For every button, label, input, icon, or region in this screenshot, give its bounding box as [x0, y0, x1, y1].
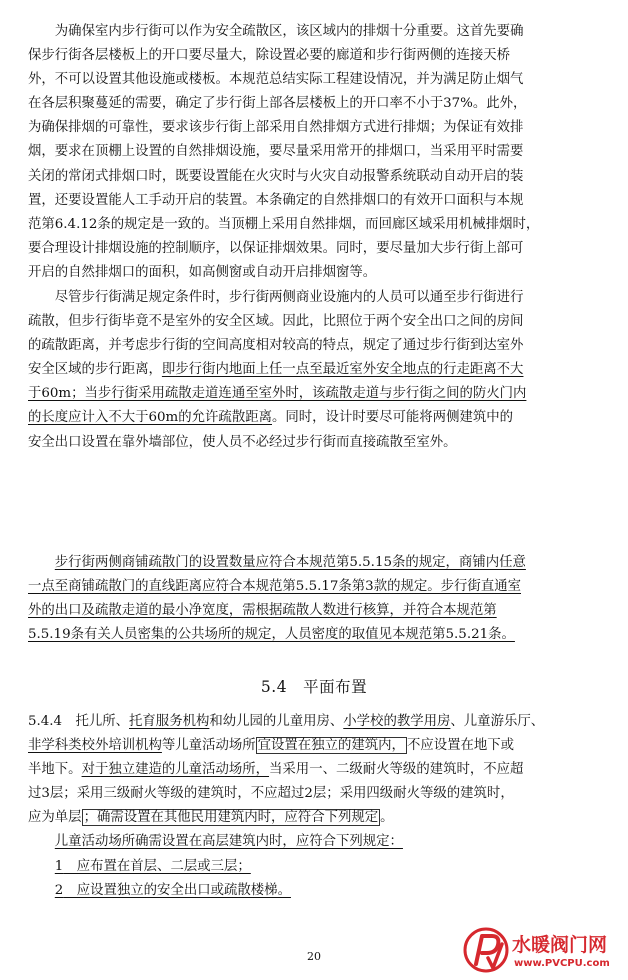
text-span: 安全区域的步行距离，	[28, 362, 162, 378]
paragraph-shop-exits	[28, 551, 604, 647]
paragraph-evacuation-distance	[28, 286, 604, 455]
underlined-text: 托育服务机构	[129, 714, 210, 729]
text-span: 当采用一、二级耐火等级的建筑时，不应超	[269, 762, 524, 778]
underlined-text: 儿童活动场所确需设置在高层建筑内时，应符合下列规定：	[54, 834, 403, 850]
clause-5-4-4	[28, 710, 604, 903]
text-span: 、儿童游乐厅、	[450, 714, 545, 729]
section-title: 5.4 平面布置	[260, 678, 368, 696]
underlined-text: 即步行街内地面上任一点至最近室外安全地点的行走距离不大	[161, 362, 524, 378]
text-line: 置，还要设置能人工手动开启的装置。本条确定的自然排烟口的有效开口面积与本规	[28, 192, 524, 208]
text-span: 。同时，设计时要尽可能将两侧建筑中的	[272, 410, 514, 426]
underlined-text: 外的出口及疏散走道的最小净宽度，需根据疏散人数进行核算，并符合本规范第	[28, 603, 497, 619]
watermark-en-text: www.PVCPU.com	[514, 958, 610, 969]
text-line	[28, 806, 604, 830]
text-line: 外，不可以设置其他设施或楼板。本规范总结实际工程建设情况，并为满足防止烟气	[28, 72, 524, 88]
text-span: 不应设置在地下或	[406, 738, 515, 754]
underlined-text: 5.5.19条有关人员密集的公共场所的规定，人员密度的取值见本规范第5.5.21条。	[28, 627, 515, 643]
underlined-text: 的长度应计入不大于60m的允许疏散距离	[28, 410, 272, 426]
text-span: 等儿童活动场所	[161, 738, 256, 754]
watermark-cn-text: 水暖阀门网	[512, 934, 608, 956]
text-span: 5.4.4 托儿所、	[28, 714, 130, 729]
text-line: 保步行街各层楼板上的开口要尽量大，除设置必要的廊道和步行街两侧的连接天桥	[28, 48, 511, 64]
text-span: 。	[380, 810, 394, 826]
text-line: 要合理设计排烟设施的控制顺序，以保证排烟效果。同时，要尽量加大步行街上部可	[28, 240, 524, 256]
text-line	[28, 734, 604, 758]
text-line	[28, 406, 604, 430]
watermark-logo	[462, 924, 628, 980]
text-line: 尽管步行街满足规定条件时，步行街两侧商业设施内的人员可以通至步行街进行	[54, 290, 524, 305]
underlined-text: 对于独立建造的儿童活动场所，	[81, 762, 270, 778]
underlined-text: 于60m；当步行街采用疏散走道连通至室外时，该疏散走道与步行街之间的防火门内	[28, 386, 527, 402]
pv-logo-icon	[462, 924, 510, 980]
boxed-text: 宜设置在独立的建筑内，	[257, 738, 405, 754]
text-span: 应为单层	[28, 810, 82, 826]
text-line: 关闭的常闭式排烟口时，既要设置能在火灾时与火灾自动报警系统联动自动开启的装	[28, 168, 524, 184]
underlined-text: 应设置独立的安全出口或疏散楼梯。	[63, 882, 291, 898]
text-line: 疏散，但步行街毕竟不是室外的安全区域。因此，比照位于两个安全出口之间的房间	[28, 314, 524, 330]
list-number: 2	[54, 882, 64, 898]
list-item	[28, 879, 604, 903]
text-line: 范第6.4.12条的规定是一致的。当顶棚上采用自然排烟，而回廊区域采用机械排烟时，	[28, 216, 540, 232]
list-number: 1	[54, 858, 64, 874]
text-line: 的疏散距离，并考虑步行街的空间高度相对较高的特点，规定了通过步行街到达室外	[28, 338, 524, 354]
paragraph-smoke-exhaust	[28, 20, 604, 285]
text-line: 过3层；采用三级耐火等级的建筑时，不应超过2层；采用四级耐火等级的建筑时，	[28, 786, 514, 802]
text-line	[28, 358, 604, 382]
text-line: 在各层积聚蔓延的需要，确定了步行街上部各层楼板上的开口率不小于37%。此外，	[28, 96, 527, 112]
underlined-text: 应布置在首层、二层或三层；	[63, 858, 251, 874]
text-span: 和幼儿园的儿童用房、	[209, 714, 344, 729]
text-line: 为确保排烟的可靠性，要求该步行街上部采用自然排烟方式进行排烟；为保证有效排	[28, 120, 524, 136]
text-line	[28, 710, 604, 734]
page-number: 20	[307, 950, 321, 963]
underlined-text: 小学校的教学用房	[343, 714, 451, 729]
boxed-text: ；确需设置在其他民用建筑内时，应符合下列规定	[83, 810, 379, 826]
text-line: 安全出口设置在靠外墙部位，使人员不必经过步行街而直接疏散至室外。	[28, 434, 457, 450]
text-span: 半地下。	[28, 762, 82, 778]
underlined-text: 步行街两侧商铺疏散门的设置数量应符合本规范第5.5.15条的规定，商铺内任意	[54, 555, 526, 570]
text-line	[28, 758, 604, 782]
underlined-text: 一点至商铺疏散门的直线距离应符合本规范第5.5.17条第3款的规定。步行街直通室	[28, 579, 521, 595]
text-line: 开启的自然排烟口的面积，如高侧窗或自动开启排烟窗等。	[28, 264, 377, 280]
list-item	[28, 855, 604, 879]
text-line: 为确保室内步行街可以作为安全疏散区，该区域内的排烟十分重要。这首先要确	[54, 24, 524, 39]
underlined-text: 非学科类校外培训机构	[28, 738, 162, 754]
text-line: 烟，要求在顶棚上设置的自然排烟设施，要尽量采用常开的排烟口，当采用平时需要	[28, 144, 524, 160]
